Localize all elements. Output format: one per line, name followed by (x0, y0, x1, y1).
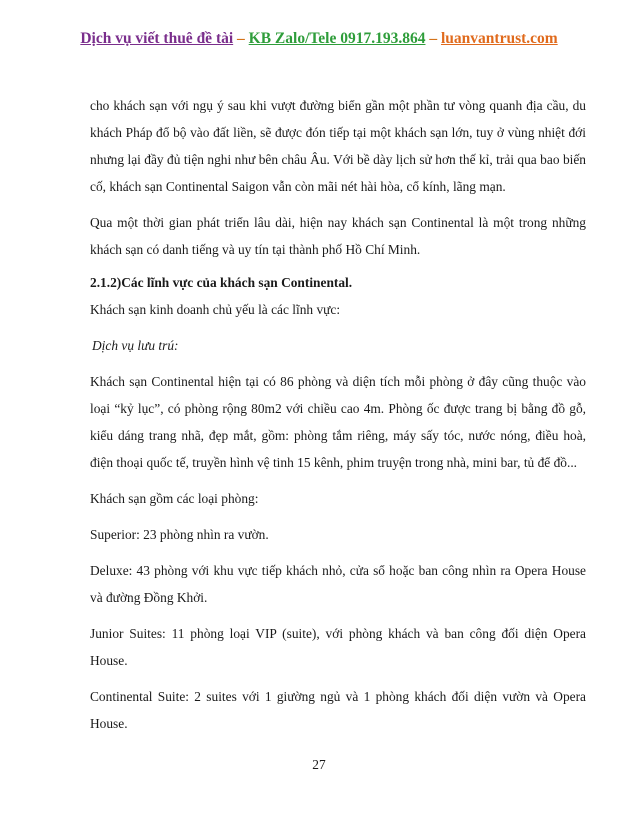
header-contact-link[interactable]: KB Zalo/Tele 0917.193.864 (248, 30, 426, 47)
paragraph-rooms-description: Khách sạn Continental hiện tại có 86 phòng và diện tích mỗi phòng ở đây cũng thuộc vào loại “kỷ lục”, có phòng rộng 80m2 với chiều cao 4m. Phòng ốc được trang bị bằng đồ gỗ, kiểu dáng trang nhã, đẹp mắt, gồm: phòng tắm riêng, máy sấy tóc, nước nóng, điều hoà, điện thoại quốc tế, truyền hình vệ tinh 15 kênh, phim truyện trong nhà, mini bar, tủ để đồ... (90, 374, 586, 470)
paragraph-junior-suites: Junior Suites: 11 phòng loại VIP (suite), với phòng khách và ban công đối diện Opera House. (90, 626, 586, 668)
paragraph-intro-continued: cho khách sạn với ngụ ý sau khi vượt đường biển gần một phần tư vòng quanh địa cầu, du khách Pháp đổ bộ vào đất liền, sẽ được đón tiếp tại một khách sạn lớn, tuy ở vùng nhiệt đới nhưng lại đầy đủ tiện nghi như bên châu Âu. Với bề dày lịch sử hơn thế kỉ, trải qua bao biến cố, khách sạn Continental Saigon vẫn còn mãi nét hài hòa, cổ kính, lãng mạn. (90, 98, 586, 194)
header-separator: – (425, 30, 441, 47)
section-heading: 2.1.2)Các lĩnh vực của khách sạn Continental. (90, 275, 353, 290)
paragraph-deluxe: Deluxe: 43 phòng với khu vực tiếp khách nhỏ, cửa sổ hoặc ban công nhìn ra Opera House và đường Đồng Khởi. (90, 563, 586, 605)
paragraph-development: Qua một thời gian phát triển lâu dài, hiện nay khách sạn Continental là một trong những khách sạn có danh tiếng và uy tín tại thành phố Hồ Chí Minh. (90, 215, 586, 257)
paragraph-superior: Superior: 23 phòng nhìn ra vườn. (90, 527, 269, 542)
paragraph-room-types: Khách sạn gồm các loại phòng: (90, 491, 259, 506)
page-number: 27 (312, 757, 326, 772)
document-body (90, 92, 586, 737)
header-service-link[interactable]: Dịch vụ viết thuê đề tài (80, 30, 234, 47)
header-site-link[interactable]: luanvantrust.com (440, 30, 558, 47)
paragraph-business-areas: Khách sạn kinh doanh chủ yếu là các lĩnh vực: (90, 302, 341, 317)
page-header (0, 30, 638, 48)
subheading-accommodation: Dịch vụ lưu trú: (92, 338, 179, 353)
paragraph-continental-suite: Continental Suite: 2 suites với 1 giường ngủ và 1 phòng khách đối diện vườn và Opera House. (90, 689, 586, 731)
header-separator: – (233, 30, 249, 47)
